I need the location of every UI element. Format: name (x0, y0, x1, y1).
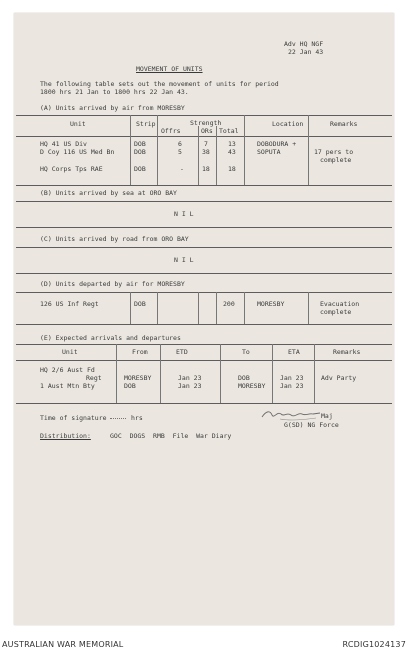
divider (16, 360, 392, 361)
row-strip: DOB (134, 148, 146, 156)
col-ors: ORs (201, 127, 213, 135)
col-location: Location (272, 120, 304, 128)
row-total: 13 (228, 140, 236, 148)
col-rule (308, 292, 309, 324)
row-to: DOB (238, 374, 250, 382)
row-unit: 1 Aust Mtn Bty (40, 382, 95, 390)
signature-hrs: hrs (131, 414, 143, 422)
row-strip: DOB (134, 300, 146, 308)
row-etd: Jan 23 (178, 382, 202, 390)
archive-name: AUSTRALIAN WAR MEMORIAL (2, 640, 124, 649)
col-rule (198, 126, 199, 185)
col-rule (244, 292, 245, 324)
row-offrs: 6 (178, 140, 182, 148)
row-ors: 7 (204, 140, 208, 148)
header-hq: Adv HQ NGF (284, 40, 324, 48)
section-c-nil: N I L (174, 256, 194, 264)
row-unit: HQ 2/6 Aust Fd (40, 366, 95, 374)
section-e-title: (E) Expected arrivals and departures (40, 334, 181, 342)
row-total: 43 (228, 148, 236, 156)
archive-reference: RCDIG1024137 (342, 640, 406, 649)
col-strip: Strip (136, 120, 156, 128)
row-total: 200 (223, 300, 235, 308)
row-offrs: - (180, 165, 184, 173)
divider (16, 403, 392, 404)
row-unit: HQ 41 US Div (40, 140, 87, 148)
col-rule (157, 115, 158, 185)
row-remarks: 17 pers to (314, 148, 354, 156)
col-unit: Unit (70, 120, 86, 128)
row-remarks: complete (320, 156, 352, 164)
divider (16, 227, 392, 228)
row-ors: 38 (202, 148, 210, 156)
col-rule (116, 344, 117, 403)
col-etd: ETD (176, 348, 188, 356)
col-to: To (242, 348, 250, 356)
distribution-label: Distribution: (40, 432, 91, 440)
divider (16, 292, 392, 293)
row-etd: Jan 23 (178, 374, 202, 382)
divider (16, 247, 392, 248)
row-unit: D Coy 116 US Med Bn (40, 148, 115, 156)
row-unit: Regt (86, 374, 102, 382)
col-strength: Strength (190, 119, 222, 127)
row-unit: 126 US Inf Regt (40, 300, 99, 308)
row-strip: DOB (134, 140, 146, 148)
row-unit: HQ Corps Tps RAE (40, 165, 103, 173)
signature-time-blank (110, 418, 126, 419)
signature-rank: Maj (321, 412, 333, 420)
distribution-list: GOC DOGS RMB File War Diary (110, 432, 232, 440)
section-d-title: (D) Units departed by air for MORESBY (40, 280, 185, 288)
divider (16, 273, 392, 274)
signature-time-label: Time of signature (40, 414, 107, 422)
col-rule (130, 115, 131, 185)
row-to: MORESBY (238, 382, 266, 390)
section-b-title: (B) Units arrived by sea at ORO BAY (40, 189, 177, 197)
divider (16, 201, 392, 202)
col-rule (244, 115, 245, 185)
document-title: MOVEMENT OF UNITS (136, 65, 203, 73)
row-from: MORESBY (124, 374, 152, 382)
col-rule (272, 344, 273, 403)
col-rule (308, 115, 309, 185)
intro-line-1: The following table sets out the movement of units for period (40, 80, 279, 88)
col-from: From (132, 348, 148, 356)
col-total: Total (219, 127, 239, 135)
divider (16, 185, 392, 186)
row-location: DOBODURA + (257, 140, 297, 148)
row-remarks: complete (320, 308, 352, 316)
document-sheet (14, 13, 394, 625)
col-unit: Unit (62, 348, 78, 356)
row-location: SOPUTA (257, 148, 281, 156)
col-rule (220, 344, 221, 403)
row-eta: Jan 23 (280, 374, 304, 382)
divider (16, 115, 392, 116)
intro-line-2: 1800 hrs 21 Jan to 1800 hrs 22 Jan 43. (40, 88, 189, 96)
col-rule (130, 292, 131, 324)
col-rule (198, 292, 199, 324)
col-rule (157, 292, 158, 324)
row-remarks: Evacuation (320, 300, 360, 308)
row-total: 18 (228, 165, 236, 173)
col-rule (160, 344, 161, 403)
col-rule (314, 344, 315, 403)
divider (16, 136, 392, 137)
col-remarks: Remarks (333, 348, 361, 356)
row-remarks: Adv Party (321, 374, 357, 382)
row-from: DOB (124, 382, 136, 390)
row-location: MORESBY (257, 300, 285, 308)
section-b-nil: N I L (174, 210, 194, 218)
col-rule (216, 126, 217, 185)
col-eta: ETA (288, 348, 300, 356)
col-offrs: Offrs (161, 127, 181, 135)
row-ors: 18 (202, 165, 210, 173)
header-date: 22 Jan 43 (288, 48, 324, 56)
section-a-title: (A) Units arrived by air from MORESBY (40, 104, 185, 112)
divider (16, 324, 392, 325)
row-offrs: 5 (178, 148, 182, 156)
col-rule (216, 292, 217, 324)
archive-footer (0, 637, 410, 654)
row-eta: Jan 23 (280, 382, 304, 390)
handwritten-signature (260, 406, 324, 422)
col-remarks: Remarks (330, 120, 358, 128)
row-strip: DOB (134, 165, 146, 173)
section-c-title: (C) Units arrived by road from ORO BAY (40, 235, 189, 243)
divider (16, 344, 392, 345)
signature-unit: G(SD) NG Force (284, 421, 339, 429)
